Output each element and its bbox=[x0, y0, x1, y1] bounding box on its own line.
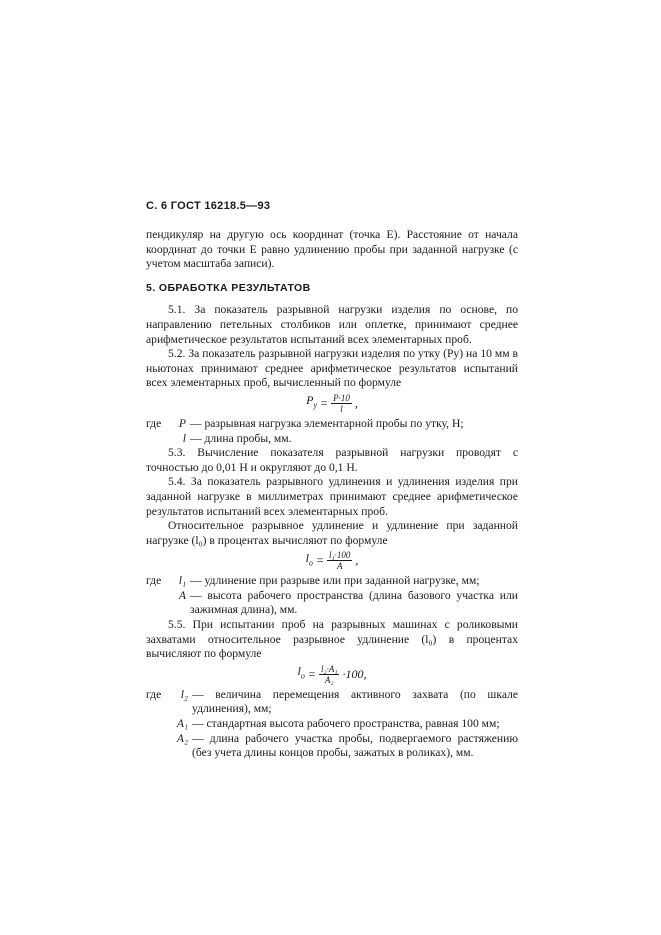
section-title: 5. ОБРАБОТКА РЕЗУЛЬТАТОВ bbox=[146, 281, 311, 294]
clause-5-2: 5.2. За показатель разрывной нагрузки изделия по утку (Pу) на 10 мм в ньютонах принимают среднее арифметическое результатов испытаний всех элементарных проб, вычисленный по формуле bbox=[146, 347, 518, 390]
text-block bbox=[146, 228, 518, 761]
formula-2: $l_о$ = $\frac{\text{l₁·100}}{A}$ , bbox=[305, 550, 359, 572]
where-list-1 bbox=[146, 417, 518, 446]
definition-item: где l₁ — удлинение при разрыве или при заданной нагрузке, мм; bbox=[146, 574, 480, 588]
continuation-paragraph: пендикуляр на другую ось координат (точка Е). Расстояние от начала координат до точки E равно удлинению пробы при заданной нагрузке (с учетом масштаба записи). bbox=[146, 228, 518, 271]
definition-item: где P — разрывная нагрузка элементарной пробы по утку, Н; bbox=[146, 416, 464, 430]
running-header: С. 6 ГОСТ 16218.5—93 bbox=[146, 200, 271, 212]
definition-item: l — длина пробы, мм. bbox=[182, 431, 292, 445]
definition-item: где l₂ — величина перемещения активного захвата (по шкале удлинения), мм; bbox=[146, 687, 518, 716]
clause-5-5: 5.5. При испытании проб на разрывных машинах с роликовыми захватами относительное разрывное удлинение (l₀) в процентах вычисляют по формуле bbox=[146, 618, 518, 661]
definition-item: A₁ — стандартная высота рабочего пространства, равная 100 мм; bbox=[176, 717, 500, 731]
clause-5-4-relative: Относительное разрывное удлинение и удлинение при заданной нагрузке (l₀) в процентах вычисляют по формуле bbox=[146, 519, 518, 547]
formula-1: $P_у$ = $\frac{P\cdot 10}{l}$ , bbox=[306, 392, 358, 414]
where-list-3 bbox=[146, 688, 518, 761]
definition-item: A — высота рабочего пространства (длина базового участка или зажимная длина), мм. bbox=[178, 588, 518, 617]
clause-5-4: 5.4. За показатель разрывного удлинения и удлинения изделия при заданной нагрузке в миллиметрах принимают среднее арифметическое результатов испытаний всех элементарных проб. bbox=[146, 475, 518, 518]
clause-5-1: 5.1. За показатель разрывной нагрузки изделия по основе, по направлению петельных столбиков или оплетке, принимают среднее арифметическое результатов испытаний всех элементарных проб. bbox=[146, 303, 518, 346]
where-list-2 bbox=[146, 574, 518, 618]
formula-3: $l_о$ = $\frac{\text{l₂·A₁}}{\text{A₂}}$ ·100, bbox=[297, 663, 367, 685]
clause-5-3: 5.3. Вычисление показателя разрывной нагрузки проводят с точностью до 0,01 Н и округляют до 0,1 Н. bbox=[146, 446, 518, 474]
definition-item: A₂ — длина рабочего участка пробы, подвергаемого растяжению (без учета длины концов пробы, зажатых в роликах), мм. bbox=[176, 731, 518, 760]
